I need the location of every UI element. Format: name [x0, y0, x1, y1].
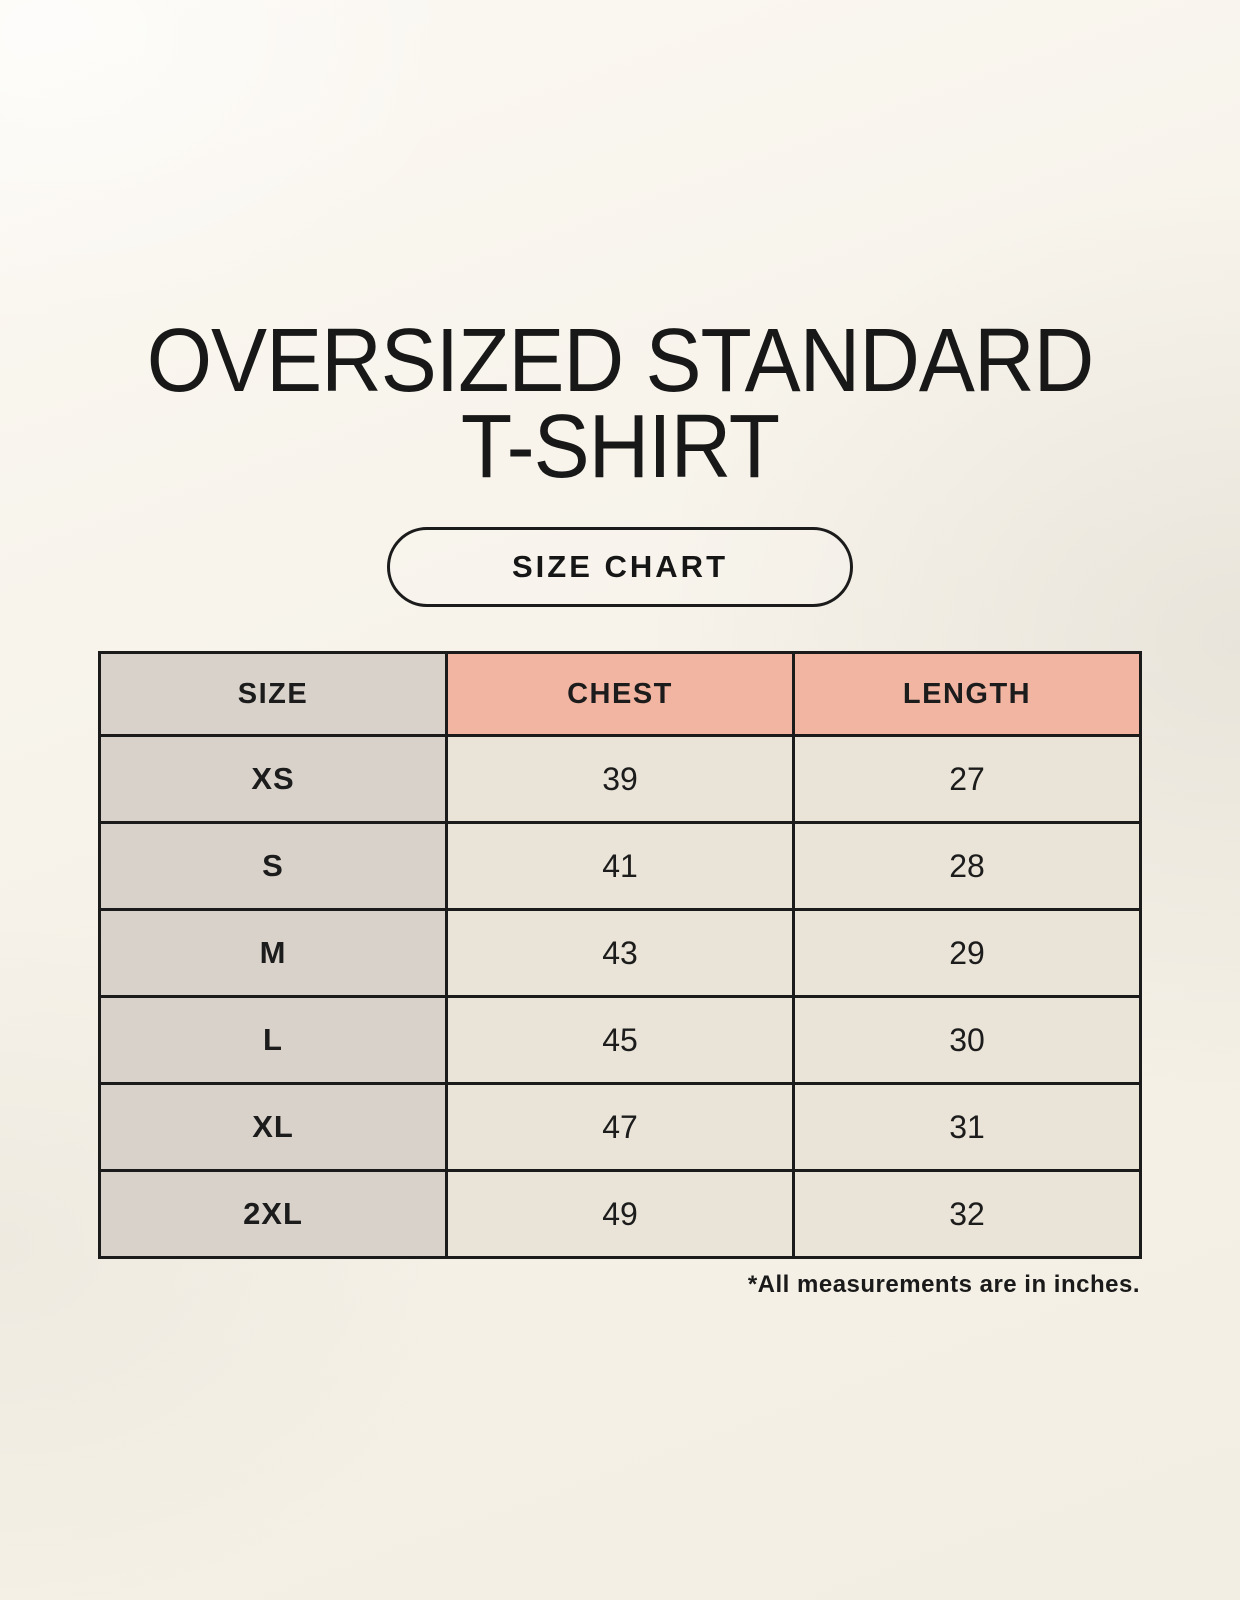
measurements-footnote: *All measurements are in inches.: [747, 1271, 1140, 1298]
length-cell: 29: [794, 910, 1141, 997]
chest-cell: 49: [447, 1171, 794, 1258]
table-row-l: [100, 997, 1141, 1084]
header-cell-length: LENGTH: [794, 653, 1141, 736]
header-cell-chest: CHEST: [447, 653, 794, 736]
chest-cell: 39: [447, 736, 794, 823]
table-row-xs: [100, 736, 1141, 823]
table-row-xl: [100, 1084, 1141, 1171]
size-cell: XL: [100, 1084, 447, 1171]
chest-cell: 41: [447, 823, 794, 910]
size-cell: L: [100, 997, 447, 1084]
chest-cell: 45: [447, 997, 794, 1084]
length-cell: 28: [794, 823, 1141, 910]
length-cell: 30: [794, 997, 1141, 1084]
size-chart-badge-label: SIZE CHART: [512, 549, 728, 584]
header-cell-size: SIZE: [100, 653, 447, 736]
table-row-m: [100, 910, 1141, 997]
size-cell: M: [100, 910, 447, 997]
table-row-2xl: [100, 1171, 1141, 1258]
length-cell: 27: [794, 736, 1141, 823]
size-cell: XS: [100, 736, 447, 823]
size-chart-badge[interactable]: [387, 527, 853, 607]
length-cell: 32: [794, 1171, 1141, 1258]
table-row-s: [100, 823, 1141, 910]
table-header-row: [100, 653, 1141, 736]
chest-cell: 43: [447, 910, 794, 997]
size-cell: 2XL: [100, 1171, 447, 1258]
page-title: [0, 0, 1240, 497]
size-cell: S: [100, 823, 447, 910]
page-title-line-1: OVERSIZED STANDARD: [146, 309, 1094, 411]
chest-cell: 47: [447, 1084, 794, 1171]
length-cell: 31: [794, 1084, 1141, 1171]
page-title-line-2: T-SHIRT: [460, 395, 780, 497]
size-table: [98, 651, 1142, 1259]
